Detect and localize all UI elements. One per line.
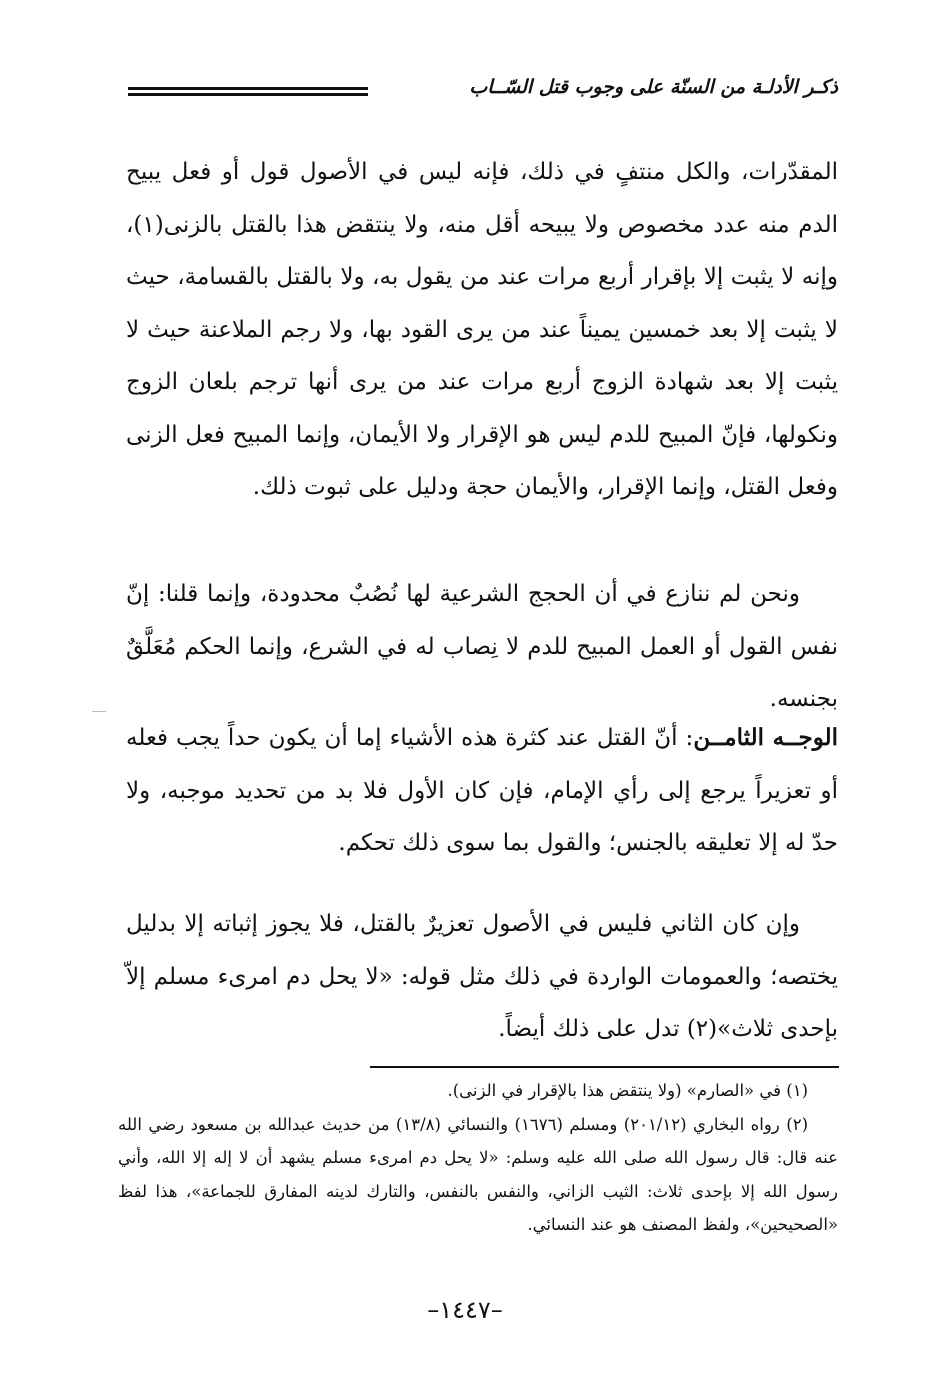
header-title: ذكـر الأدلـة من السنّة على وجوب قتل السّــاب [469,76,838,98]
paragraph-1: المقدّرات، والكل منتفٍ في ذلك، فإنه ليس في الأصول قول أو فعل يبيح الدم منه عدد مخصوص ولا يبيحه أقل منه، ولا ينتقض هذا بالقتل بالزنى(١)، وإنه لا يثبت إلا بإقرار أربع مرات عند من يقول به، ولا بالقتل بالقسامة، حيث لا يثبت إلا بعد خمسين يميناً عند من يرى القود بها، ولا رجم الملاعنة حيث لا يثبت إلا بعد شهادة الزوج أربع مرات عند من يرى أنها ترجم بلعان الزوج ونكولها، فإنّ المبيح للدم ليس هو الإقرار ولا الأيمان، وإنما المبيح فعل الزنى وفعل القتل، وإنما الإقرار، والأيمان حجة ودليل على ثبوت ذلك. [126,159,838,500]
footnote-1: (١) في «الصارم» (ولا ينتقض هذا بالإقرار في الزنى). [447,1081,808,1100]
page-number: –١٤٤٧– [427,1296,503,1324]
paragraph-2: ونحن لم ننازع في أن الحجج الشرعية لها نُصُبٌ محدودة، وإنما قلنا: إنّ نفس القول أو العمل المبيح للدم لا نِصاب له في الشرع، وإنما الحكم مُعَلَّقٌ بجنسه. [126,581,838,712]
header-double-rule [128,87,368,99]
paragraph-4: وإن كان الثاني فليس في الأصول تعزيرٌ بالقتل، فلا يجوز إثباته إلا بدليل يختصه؛ والعمومات الواردة في ذلك مثل قوله: «لا يحل دم امرىء مسلم إلاّ بإحدى ثلاث»(٢) تدل على ذلك أيضاً. [126,911,838,1042]
footnote-2: (٢) رواه البخاري (٢٠١/١٢) ومسلم (١٦٧٦) والنسائي (١٣/٨) من حديث عبدالله بن مسعود رضي الله عنه قال: قال رسول الله صلى الله عليه وسلم: «لا يحل دم امرىء مسلم يشهد أن لا إله إلا الله، وأني رسول الله إلا بإحدى ثلاث: الثيب الزاني، والنفس بالنفس، والتارك لدينه المفارق للجماعة»، هذا لفظ «الصحيحين»، ولفظ المصنف هو عند النسائي. [118,1114,838,1234]
paragraph-3 [126,712,838,870]
running-header [128,76,838,106]
footnotes [118,1074,838,1242]
margin-mark [92,711,106,712]
section-heading: الوجــه الثامــن [693,724,838,751]
paragraph-3-text: : أنّ القتل عند كثرة هذه الأشياء إما أن يكون حداً يجب فعله أو تعزيراً يرجع إلى رأي الإمام، فإن كان الأول فلا بد من تحديد موجبه، ولا حدّ له إلا تعليقه بالجنس؛ والقول بما سوى ذلك تحكم. [126,725,838,856]
footnote-separator [370,1066,839,1068]
